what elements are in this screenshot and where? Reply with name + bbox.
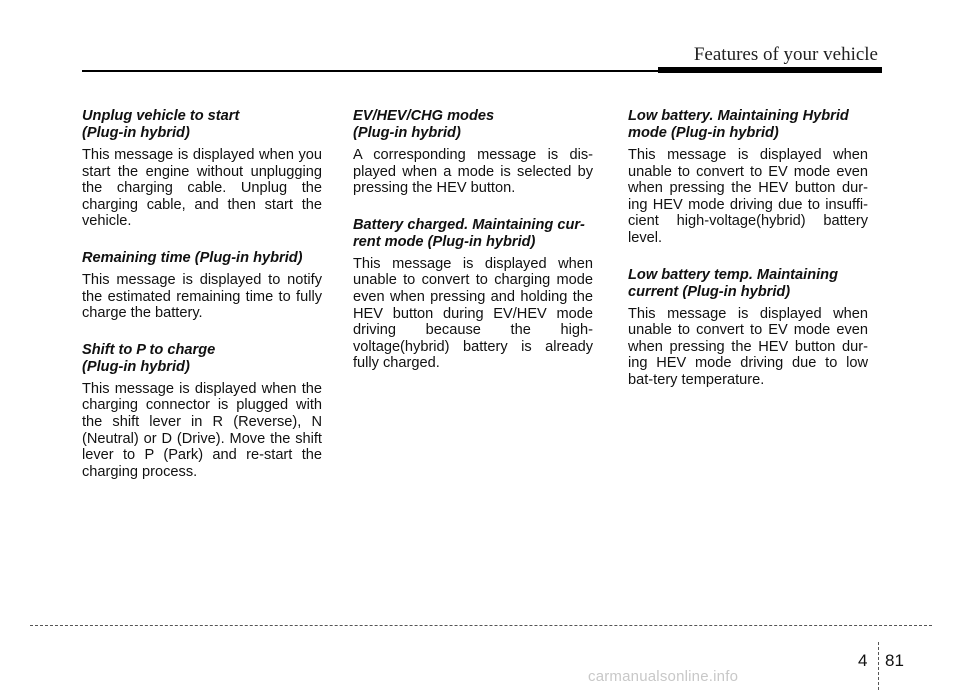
section-battery-charged	[353, 217, 593, 372]
page-number-divider	[878, 642, 879, 690]
section-unplug-vehicle	[82, 108, 322, 230]
header-rule-accent	[658, 67, 882, 73]
page-header-title: Features of your vehicle	[693, 44, 878, 65]
section-remaining-time	[82, 250, 322, 322]
section-heading: EV/HEV/CHG modes (Plug-in hybrid)	[353, 108, 495, 141]
chapter-number: 4	[858, 651, 868, 670]
text-column-1	[82, 108, 322, 500]
section-heading: Low battery. Maintaining Hybrid mode (Plug-in hybrid)	[628, 108, 849, 141]
section-heading: Unplug vehicle to start (Plug-in hybrid)	[82, 108, 240, 141]
watermark-text: carmanualsonline.info	[588, 668, 739, 685]
section-heading: Remaining time (Plug-in hybrid)	[82, 249, 303, 266]
page-number: 81	[885, 651, 904, 670]
text-column-2	[353, 108, 593, 392]
section-body: A corresponding message is dis-played when a mode is selected by pressing the HEV button.	[353, 147, 593, 197]
section-heading: Shift to P to charge (Plug-in hybrid)	[82, 341, 216, 375]
text-column-3	[628, 108, 868, 409]
section-low-battery-temp	[628, 267, 868, 389]
section-body: This message is displayed to notify the estimated remaining time to fully charge the battery.	[82, 271, 322, 322]
section-heading: Low battery temp. Maintaining current (Plug-in hybrid)	[628, 266, 838, 300]
section-shift-to-p	[82, 342, 322, 481]
section-heading: Battery charged. Maintaining cur- rent mode (Plug-in hybrid)	[353, 216, 585, 250]
section-body: This message is displayed when unable to convert to EV mode even when pressing the HEV button dur-ing HEV mode driving due to insuffi-cient high-voltage(hybrid) battery level.	[628, 147, 868, 246]
section-body: This message is displayed when unable to convert to EV mode even when pressing the HEV button dur-ing HEV mode driving due to low bat-tery temperature.	[628, 305, 868, 388]
section-body: This message is displayed when the charging connector is plugged with the shift lever in R (Reverse), N (Neutral) or D (Drive). Move the shift lever to P (Park) and re-start the charging process.	[82, 380, 322, 480]
section-body: This message is displayed when unable to convert to charging mode even when pressing and holding the HEV button during EV/HEV mode driving because the high-voltage(hybrid) battery is already fully charged.	[353, 255, 593, 372]
section-body: This message is displayed when you start the engine without unplugging the charging cable. Unplug the charging cable, and then start the vehicle.	[82, 147, 322, 230]
section-ev-hev-chg-modes	[353, 108, 593, 197]
footer-dashed-rule	[30, 625, 932, 626]
section-low-battery	[628, 108, 868, 247]
